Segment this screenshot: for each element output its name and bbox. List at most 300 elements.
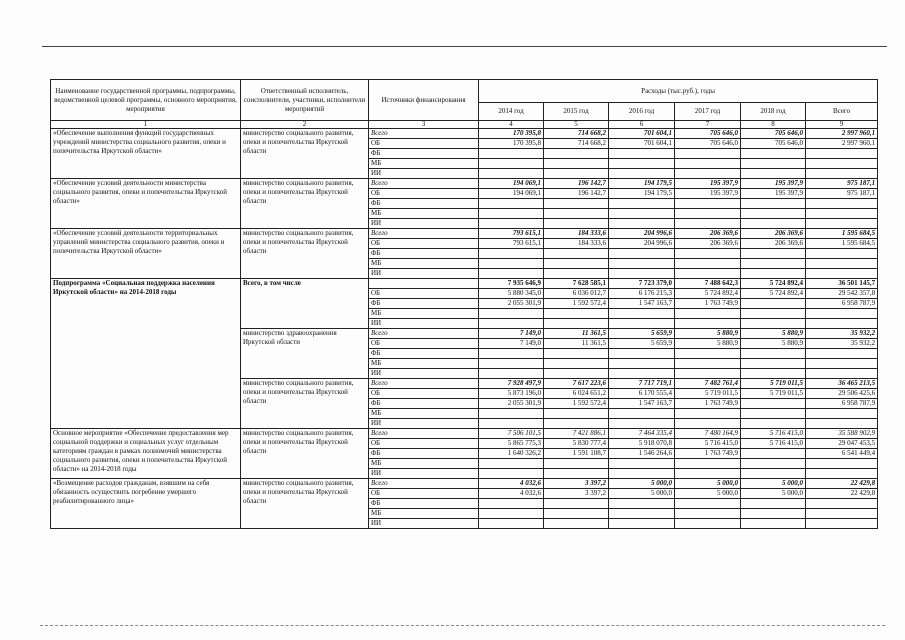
table-cell	[741, 199, 806, 209]
table-cell: 1 763 749,9	[675, 449, 741, 459]
table-cell	[479, 309, 544, 319]
table-cell	[806, 269, 878, 279]
table-cell: 7 617 223,6	[544, 379, 609, 389]
table-cell: 5 716 415,0	[741, 439, 806, 449]
top-rule	[42, 46, 887, 47]
table-cell: 195 397,9	[741, 189, 806, 199]
table-cell	[479, 419, 544, 429]
table-cell	[675, 319, 741, 329]
funding-source: ИИ	[369, 369, 479, 379]
table-cell	[544, 369, 609, 379]
funding-source: ФБ	[369, 449, 479, 459]
table-cell: 35 932,2	[806, 339, 878, 349]
executor-name: министерство социального развития, опеки и попечительства Иркутской области	[241, 229, 369, 279]
table-cell	[741, 509, 806, 519]
table-cell	[741, 409, 806, 419]
header-program: Наименование государственной программы, подпрограммы, ведомственной целевой программы, основного мероприятия, мероприятия	[51, 80, 241, 121]
table-cell: 11 361,5	[544, 339, 609, 349]
table-cell: 1 547 163,7	[609, 399, 675, 409]
table-cell: 5 716 415,0	[741, 429, 806, 439]
table-cell: 5 716 415,0	[675, 439, 741, 449]
table-cell: 194 179,5	[609, 179, 675, 189]
funding-source: МБ	[369, 159, 479, 169]
funding-source: МБ	[369, 209, 479, 219]
table-cell	[741, 519, 806, 529]
table-cell: 1 763 749,9	[675, 299, 741, 309]
table-cell	[479, 149, 544, 159]
table-cell	[806, 259, 878, 269]
table-cell: 1 640 326,2	[479, 449, 544, 459]
table-cell	[675, 199, 741, 209]
funding-source: МБ	[369, 409, 479, 419]
table-body	[51, 129, 878, 529]
table-cell	[609, 159, 675, 169]
table-cell	[741, 299, 806, 309]
table-cell	[741, 419, 806, 429]
funding-source: МБ	[369, 309, 479, 319]
table-cell: 204 996,6	[609, 229, 675, 239]
table-cell	[609, 359, 675, 369]
column-number: 5	[544, 121, 609, 129]
executor-name: министерство социального развития, опеки и попечительства Иркутской области	[241, 129, 369, 179]
executor-name: министерство социального развития, опеки и попечительства Иркутской области	[241, 479, 369, 529]
table-cell	[675, 509, 741, 519]
table-cell	[806, 169, 878, 179]
executor-name: министерство здравоохранения Иркутской области	[241, 329, 369, 379]
executor-name: министерство социального развития, опеки и попечительства Иркутской области	[241, 379, 369, 429]
table-cell	[609, 249, 675, 259]
table-cell: 195 397,9	[741, 179, 806, 189]
table-cell: 5 880,9	[675, 329, 741, 339]
table-cell	[544, 259, 609, 269]
funding-source: ФБ	[369, 399, 479, 409]
table-cell	[741, 459, 806, 469]
program-name: «Обеспечение выполнения функций государственных учреждений министерства социального развития, опеки и попечительства Иркутской области»	[51, 129, 241, 179]
table-cell: 975 187,1	[806, 179, 878, 189]
table-cell	[741, 249, 806, 259]
funding-source: МБ	[369, 359, 479, 369]
table-cell	[479, 359, 544, 369]
table-cell	[609, 349, 675, 359]
table-cell: 7 928 497,9	[479, 379, 544, 389]
table-cell: 7 488 642,3	[675, 279, 741, 289]
table-cell: 194 069,1	[479, 189, 544, 199]
budget-table	[50, 79, 878, 529]
table-cell: 35 932,2	[806, 329, 878, 339]
table-cell	[609, 149, 675, 159]
header-year: 2016 год	[609, 103, 675, 121]
table-cell: 7 149,0	[479, 339, 544, 349]
table-cell	[741, 319, 806, 329]
table-cell	[544, 249, 609, 259]
table-cell: 5 724 892,4	[741, 279, 806, 289]
table-cell	[675, 459, 741, 469]
table-row	[51, 129, 878, 139]
header-executor: Ответственный исполнитель, соисполнители, участники, исполнители мероприятий	[241, 80, 369, 121]
table-row	[51, 279, 878, 289]
table-cell	[479, 209, 544, 219]
funding-source: ОБ	[369, 389, 479, 399]
column-number: 2	[241, 121, 369, 129]
table-cell: 1 595 684,5	[806, 229, 878, 239]
column-number: 1	[51, 121, 241, 129]
table-cell	[806, 249, 878, 259]
table-cell: 206 369,6	[675, 229, 741, 239]
table-cell	[544, 359, 609, 369]
funding-source: МБ	[369, 509, 479, 519]
table-cell: 5 880,9	[741, 329, 806, 339]
table-cell	[675, 159, 741, 169]
table-cell: 2 055 301,9	[479, 399, 544, 409]
funding-source: Всего	[369, 229, 479, 239]
program-name: «Обеспечение условий деятельности территориальных управлений министерства социального развития, опеки и попечительства Иркутской области»	[51, 229, 241, 279]
column-number: 8	[741, 121, 806, 129]
executor-name: министерство социального развития, опеки и попечительства Иркутской области	[241, 179, 369, 229]
table-cell: 4 032,6	[479, 479, 544, 489]
funding-source: ОБ	[369, 489, 479, 499]
table-cell: 1 547 163,7	[609, 299, 675, 309]
table-cell: 5 000,0	[741, 489, 806, 499]
table-cell: 7 149,0	[479, 329, 544, 339]
table-cell	[675, 499, 741, 509]
table-cell: 5 873 196,0	[479, 389, 544, 399]
table-cell	[609, 459, 675, 469]
table-cell	[806, 469, 878, 479]
table-cell	[544, 149, 609, 159]
column-number: 4	[479, 121, 544, 129]
table-cell: 184 333,6	[544, 239, 609, 249]
funding-source: ОБ	[369, 289, 479, 299]
table-cell	[609, 309, 675, 319]
program-name: «Возмещение расходов гражданам, взявшим на себя обязанность осуществить погребение умершего реабилитированного лица»	[51, 479, 241, 529]
table-cell	[544, 309, 609, 319]
table-cell: 4 032,6	[479, 489, 544, 499]
table-cell	[741, 399, 806, 409]
table-cell	[675, 409, 741, 419]
funding-source: ФБ	[369, 249, 479, 259]
table-cell: 5 880,9	[741, 339, 806, 349]
table-cell: 3 397,2	[544, 489, 609, 499]
header-year: 2018 год	[741, 103, 806, 121]
table-row	[51, 229, 878, 239]
table-cell	[479, 499, 544, 509]
table-cell: 6 170 555,4	[609, 389, 675, 399]
table-cell	[806, 509, 878, 519]
table-cell	[806, 199, 878, 209]
table-cell	[479, 519, 544, 529]
table-cell: 36 465 213,5	[806, 379, 878, 389]
table-cell	[741, 449, 806, 459]
column-number-row	[51, 121, 878, 129]
table-cell	[609, 369, 675, 379]
funding-source: ФБ	[369, 299, 479, 309]
table-cell: 194 179,5	[609, 189, 675, 199]
table-cell: 2 997 960,1	[806, 129, 878, 139]
funding-source: Всего	[369, 429, 479, 439]
table-cell: 5 724 892,4	[741, 289, 806, 299]
table-cell	[544, 159, 609, 169]
table-cell	[609, 419, 675, 429]
funding-source: ИИ	[369, 269, 479, 279]
table-cell: 5 880 345,0	[479, 289, 544, 299]
table-cell	[479, 159, 544, 169]
table-cell: 7 723 379,0	[609, 279, 675, 289]
table-cell: 7 506 101,5	[479, 429, 544, 439]
table-cell	[741, 169, 806, 179]
table-cell	[544, 519, 609, 529]
funding-source: ИИ	[369, 519, 479, 529]
table-cell: 6 958 787,9	[806, 399, 878, 409]
table-cell	[609, 219, 675, 229]
funding-source: ИИ	[369, 419, 479, 429]
table-cell	[479, 409, 544, 419]
table-cell: 7 628 585,1	[544, 279, 609, 289]
table-cell	[609, 269, 675, 279]
table-cell	[609, 409, 675, 419]
table-cell: 184 333,6	[544, 229, 609, 239]
table-cell: 5 880,9	[675, 339, 741, 349]
funding-source: ФБ	[369, 349, 479, 359]
table-cell: 170 395,8	[479, 139, 544, 149]
table-cell	[479, 349, 544, 359]
table-cell: 29 047 453,5	[806, 439, 878, 449]
table-cell	[806, 309, 878, 319]
table-cell	[544, 409, 609, 419]
table-cell: 5 830 777,4	[544, 439, 609, 449]
funding-source: Всего	[369, 129, 479, 139]
funding-source: Всего	[369, 179, 479, 189]
funding-source: ОБ	[369, 189, 479, 199]
table-cell	[544, 459, 609, 469]
table-cell	[806, 319, 878, 329]
table-row	[51, 429, 878, 439]
table-cell: 705 646,0	[675, 139, 741, 149]
table-cell: 22 429,8	[806, 479, 878, 489]
table-cell	[609, 259, 675, 269]
table-cell	[741, 149, 806, 159]
table-cell: 5 659,9	[609, 329, 675, 339]
table-cell	[609, 319, 675, 329]
table-cell	[806, 209, 878, 219]
table-cell	[479, 469, 544, 479]
table-cell	[675, 349, 741, 359]
table-cell	[806, 409, 878, 419]
table-cell: 6 024 651,2	[544, 389, 609, 399]
table-cell: 11 361,5	[544, 329, 609, 339]
program-name: «Обеспечение условий деятельности министерства социального развития, опеки и попечительства Иркутской области»	[51, 179, 241, 229]
table-cell: 1 595 684,5	[806, 239, 878, 249]
table-cell: 204 996,6	[609, 239, 675, 249]
table-cell	[675, 169, 741, 179]
table-cell: 35 588 902,9	[806, 429, 878, 439]
funding-source: ОБ	[369, 139, 479, 149]
table-cell	[806, 149, 878, 159]
table-cell	[544, 169, 609, 179]
table-cell	[544, 469, 609, 479]
table-cell: 5 000,0	[609, 489, 675, 499]
header-year: 2014 год	[479, 103, 544, 121]
funding-source: ИИ	[369, 169, 479, 179]
table-cell	[609, 169, 675, 179]
table-cell: 705 646,0	[675, 129, 741, 139]
table-cell: 196 142,7	[544, 189, 609, 199]
table-cell	[741, 469, 806, 479]
table-cell	[741, 359, 806, 369]
table-cell	[806, 219, 878, 229]
program-name: Основное мероприятие «Обеспечение предоставления мер социальной поддержки и социальных услуг отдельным категориям граждан в рамках полномочий министерства социального развития, опеки и попечительства Иркутской области» на 2014-2018 годы	[51, 429, 241, 479]
funding-source	[369, 279, 479, 289]
table-cell: 5 000,0	[675, 479, 741, 489]
table-row	[51, 479, 878, 489]
table-cell	[675, 219, 741, 229]
header-source: Источники финансирования	[369, 80, 479, 121]
table-cell: 975 187,1	[806, 189, 878, 199]
table-cell	[544, 509, 609, 519]
table-cell: 1 592 572,4	[544, 399, 609, 409]
table-cell	[479, 249, 544, 259]
table-cell	[479, 199, 544, 209]
funding-source: ИИ	[369, 319, 479, 329]
header-year: 2017 год	[675, 103, 741, 121]
table-cell: 29 506 425,6	[806, 389, 878, 399]
table-cell	[806, 159, 878, 169]
table-cell	[806, 359, 878, 369]
table-cell	[741, 499, 806, 509]
funding-source: ОБ	[369, 439, 479, 449]
table-cell: 5 724 892,4	[675, 289, 741, 299]
table-cell: 7 421 886,1	[544, 429, 609, 439]
funding-source: МБ	[369, 259, 479, 269]
table-cell: 714 668,2	[544, 139, 609, 149]
table-cell: 7 935 646,9	[479, 279, 544, 289]
table-cell: 2 997 960,1	[806, 139, 878, 149]
table-cell	[544, 269, 609, 279]
table-cell: 3 397,2	[544, 479, 609, 489]
column-number: 3	[369, 121, 479, 129]
table-cell: 5 719 011,5	[741, 389, 806, 399]
table-cell	[675, 369, 741, 379]
table-cell: 5 719 011,5	[741, 379, 806, 389]
table-cell	[609, 519, 675, 529]
table-cell: 1 592 572,4	[544, 299, 609, 309]
table-cell: 36 501 145,7	[806, 279, 878, 289]
table-cell	[544, 349, 609, 359]
header-row	[51, 80, 878, 103]
table-cell	[741, 309, 806, 319]
table-cell: 5 865 775,3	[479, 439, 544, 449]
table-cell: 1 763 749,9	[675, 399, 741, 409]
table-cell	[544, 419, 609, 429]
table-cell	[479, 369, 544, 379]
header-total: Всего	[806, 103, 878, 121]
table-cell: 1 546 264,6	[609, 449, 675, 459]
table-cell: 5 659,9	[609, 339, 675, 349]
table-cell: 195 397,9	[675, 189, 741, 199]
table-cell: 6 036 012,7	[544, 289, 609, 299]
table-cell	[479, 169, 544, 179]
table-cell: 1 591 108,7	[544, 449, 609, 459]
table-cell: 714 668,2	[544, 129, 609, 139]
table-cell	[741, 269, 806, 279]
table-cell	[675, 419, 741, 429]
subprogram-name: Подпрограмма «Социальная поддержка населения Иркутской области» на 2014-2018 годы	[51, 279, 241, 429]
table-cell: 195 397,9	[675, 179, 741, 189]
table-row	[51, 179, 878, 189]
table-cell: 194 069,1	[479, 179, 544, 189]
funding-source: ОБ	[369, 339, 479, 349]
table-cell	[741, 159, 806, 169]
table-cell	[544, 209, 609, 219]
funding-source: ФБ	[369, 149, 479, 159]
table-cell: 206 369,6	[741, 239, 806, 249]
table-cell: 7 482 761,4	[675, 379, 741, 389]
table-cell	[741, 349, 806, 359]
executor-name: министерство социального развития, опеки и попечительства Иркутской области	[241, 429, 369, 479]
table-cell: 22 429,8	[806, 489, 878, 499]
table-cell: 196 142,7	[544, 179, 609, 189]
table-cell	[544, 219, 609, 229]
table-cell: 793 615,1	[479, 229, 544, 239]
header-expenses: Расходы (тыс.руб.), годы	[479, 80, 878, 103]
table-cell: 206 369,6	[741, 229, 806, 239]
table-cell	[544, 499, 609, 509]
column-number: 9	[806, 121, 878, 129]
table-cell	[675, 149, 741, 159]
executor-name: Всего, в том числе	[241, 279, 369, 329]
table-cell	[741, 369, 806, 379]
funding-source: ИИ	[369, 469, 479, 479]
column-number: 7	[675, 121, 741, 129]
table-cell	[806, 419, 878, 429]
column-number: 6	[609, 121, 675, 129]
bottom-rule	[40, 625, 885, 626]
table-cell	[479, 269, 544, 279]
table-cell	[741, 259, 806, 269]
table-cell	[609, 509, 675, 519]
table-cell	[741, 219, 806, 229]
table-cell: 705 646,0	[741, 139, 806, 149]
table-cell: 6 176 215,3	[609, 289, 675, 299]
funding-source: Всего	[369, 379, 479, 389]
table-cell: 5 000,0	[675, 489, 741, 499]
table-cell: 5 719 011,5	[675, 389, 741, 399]
table-cell	[675, 269, 741, 279]
funding-source: ФБ	[369, 199, 479, 209]
table-cell	[741, 209, 806, 219]
funding-source: ФБ	[369, 499, 479, 509]
table-cell	[675, 259, 741, 269]
table-cell	[806, 499, 878, 509]
table-cell	[479, 319, 544, 329]
table-cell: 5 918 070,8	[609, 439, 675, 449]
table-cell: 170 395,8	[479, 129, 544, 139]
table-cell: 206 369,6	[675, 239, 741, 249]
table-cell: 5 000,0	[741, 479, 806, 489]
table-cell: 701 604,1	[609, 129, 675, 139]
table-cell: 705 646,0	[741, 129, 806, 139]
table-cell: 6 958 787,9	[806, 299, 878, 309]
funding-source: ИИ	[369, 219, 479, 229]
table-cell	[479, 219, 544, 229]
table-cell: 7 480 164,9	[675, 429, 741, 439]
table-cell: 7 464 335,4	[609, 429, 675, 439]
table-cell	[675, 469, 741, 479]
table-cell	[675, 519, 741, 529]
table-cell	[544, 199, 609, 209]
table-cell	[609, 469, 675, 479]
table-cell: 793 615,1	[479, 239, 544, 249]
table-cell	[675, 359, 741, 369]
